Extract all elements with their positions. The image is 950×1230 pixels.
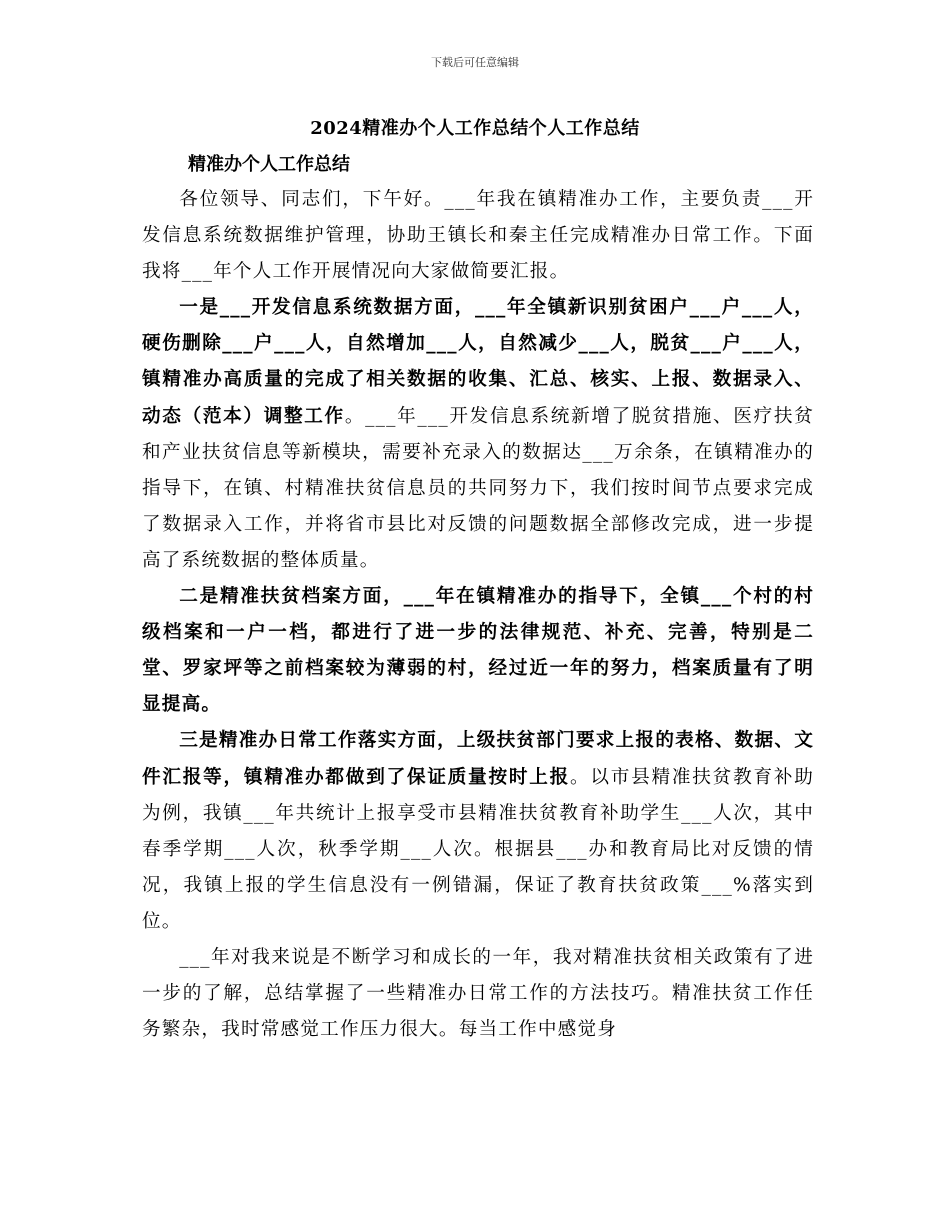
paragraph-item-one: [142, 290, 814, 579]
paragraph-bold-lead: 二是精准扶贫档案方面，___年在镇精准办的指导下，全镇___个村的村级档案和一户一档，都进行了进一步的法律规范、补充、完善，特别是二堂、罗家坪等之前档案较为薄弱的村，经过近一年的努力，档案质量有了明显提高。: [142, 586, 814, 716]
paragraph-reflection: [142, 940, 814, 1048]
document-subtitle: 精准办个人工作总结: [188, 154, 350, 175]
document-body: [142, 182, 814, 1048]
page-header-note: 下载后可任意编辑: [431, 56, 519, 69]
paragraph-text: 。___年___开发信息系统新增了脱贫措施、医疗扶贫和产业扶贫信息等新模块，需要补充录入的数据达___万余条，在镇精准办的指导下，在镇、村精准扶贫信息员的共同努力下，我们按时间节点要求完成了数据录入工作，并将省市县比对反馈的问题数据全部修改完成，进一步提高了系统数据的整体质量。: [142, 405, 814, 571]
paragraph-text: ___年对我来说是不断学习和成长的一年，我对精准扶贫相关政策有了进一步的了解，总结掌握了一些精准办日常工作的方法技巧。精准扶贫工作任务繁杂，我时常感觉工作压力很大。每当工作中感觉身: [142, 946, 814, 1041]
paragraph-bold-lead: 三是精准办日常工作落实方面，上级扶贫部门要求上报的表格、数据、文件汇报等，镇精准办都做到了保证质量按时上报: [142, 730, 814, 788]
paragraph-item-two: [142, 579, 814, 723]
paragraph-greeting: [142, 182, 814, 290]
paragraph-bold-lead: 一是___开发信息系统数据方面，___年全镇新识别贫困户___户___人，硬伤删除___户___人，自然增加___人，自然减少___人，脱贫___户___人，镇精准办高质量的完成了相关数据的收集、汇总、核实、上报、数据录入、动态（范本）调整工作: [142, 297, 814, 427]
paragraph-item-three: [142, 723, 814, 940]
paragraph-text: 。以市县精准扶贫教育补助为例，我镇___年共统计上报享受市县精准扶贫教育补助学生___人次，其中春季学期___人次，秋季学期___人次。根据县___办和教育局比对反馈的情况，我镇上报的学生信息没有一例错漏，保证了教育扶贫政策___%落实到位。: [142, 766, 815, 932]
paragraph-text: 各位领导、同志们，下午好。___年我在镇精准办工作，主要负责___开发信息系统数据维护管理，协助王镇长和秦主任完成精准办日常工作。下面我将___年个人工作开展情况向大家做简要汇报。: [142, 189, 814, 283]
document-title: 2024精准办个人工作总结个人工作总结: [310, 118, 640, 139]
